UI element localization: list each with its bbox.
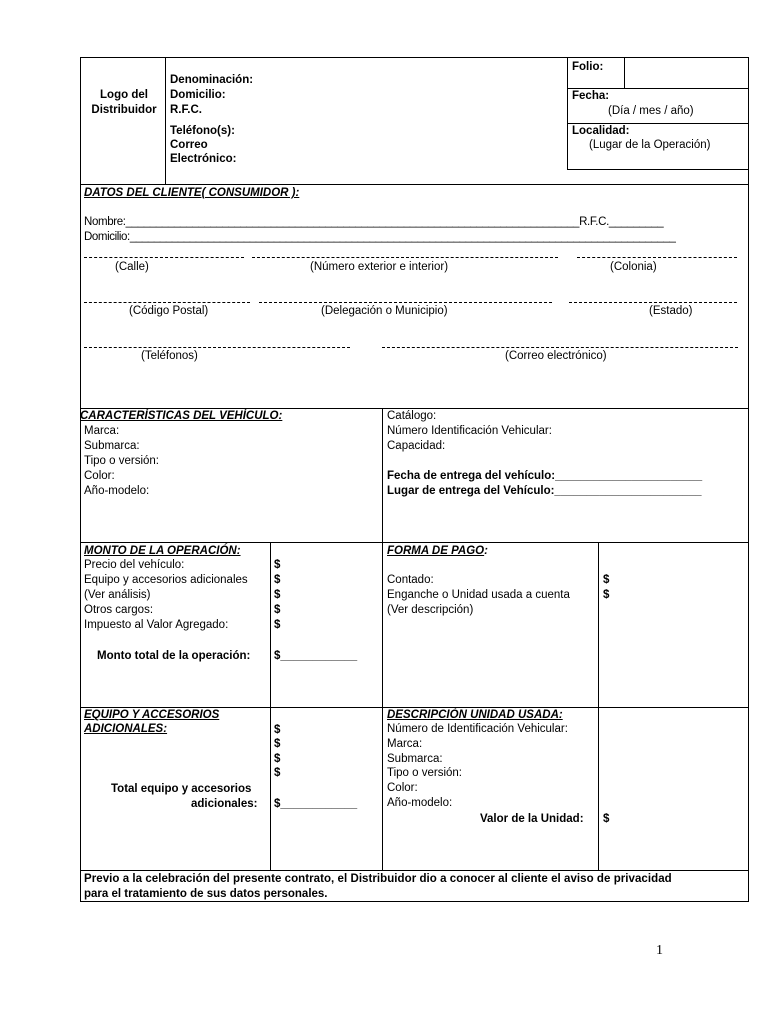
monto-currency-2: $ — [274, 574, 281, 586]
usada-valor-currency: $ — [603, 813, 610, 825]
pago-currency-2: $ — [603, 589, 610, 601]
page-number: 1 — [656, 943, 663, 958]
privacidad-line-1: Previo a la celebración del presente contrato, el Distribuidor dio a conocer al cliente el aviso de privacidad — [84, 873, 672, 885]
calle-line — [84, 257, 244, 258]
equipo-currency-4: $ — [274, 767, 281, 779]
monto-ver-analisis: (Ver análisis) — [84, 589, 151, 601]
electronico-label: Electrónico: — [170, 153, 237, 165]
pago-currency-divider — [598, 542, 599, 870]
monto-currency-3: $ — [274, 589, 281, 601]
header-right-edge-lower — [748, 169, 749, 184]
privacidad-line-2: para el tratamiento de sus datos personales. — [84, 888, 328, 900]
delegacion-line — [259, 302, 552, 303]
equipo-currency-1: $ — [274, 724, 281, 736]
pago-title — [387, 544, 488, 559]
correo-caption: (Correo electrónico) — [505, 350, 607, 362]
vehiculo-niv: Número Identificación Vehicular: — [387, 425, 552, 437]
domicilio-label: Domicilio: — [170, 89, 226, 101]
denominacion-label: Denominación: — [170, 74, 254, 86]
monto-total-label: Monto total de la operación: — [97, 650, 251, 662]
folio-label: Folio: — [572, 61, 604, 73]
privacidad-top-rule — [80, 870, 749, 871]
delegacion-caption: (Delegación o Municipio) — [321, 305, 448, 317]
fecha-entrega: Fecha de entrega del vehículo:_______________________ — [387, 470, 703, 482]
pago-title-colon: : — [484, 545, 488, 557]
telefonos-caption: (Teléfonos) — [141, 350, 198, 362]
equipo-currency-2: $ — [274, 738, 281, 750]
usada-color: Color: — [387, 782, 418, 794]
fecha-hint: (Día / mes / año) — [608, 105, 694, 117]
vehiculo-submarca: Submarca: — [84, 440, 140, 452]
equipo-title-2: ADICIONALES: — [84, 723, 168, 735]
usada-title: DESCRIPCIÓN UNIDAD USADA: — [387, 709, 563, 721]
telefonos-line — [84, 347, 350, 348]
usada-niv: Número de Identificación Vehicular: — [387, 723, 568, 735]
vehiculo-tipo: Tipo o versión: — [84, 455, 159, 467]
vehiculo-capacidad: Capacidad: — [387, 440, 446, 452]
localidad-label: Localidad: — [572, 125, 630, 137]
numero-line — [252, 257, 558, 258]
monto-iva: Impuesto al Valor Agregado: — [84, 619, 229, 631]
header-right-divider — [567, 57, 568, 170]
monto-currency-4: $ — [274, 604, 281, 616]
logo-divider — [165, 57, 166, 184]
telefonos-label: Teléfono(s): — [170, 125, 235, 137]
pago-ver-desc: (Ver descripción) — [387, 604, 474, 616]
monto-currency-1: $ — [274, 559, 281, 571]
monto-otros: Otros cargos: — [84, 604, 154, 616]
lugar-entrega: Lugar de entrega del Vehículo:_______________________ — [387, 485, 702, 497]
colonia-line — [577, 257, 737, 258]
usada-submarca: Submarca: — [387, 753, 443, 765]
usada-valor-label: Valor de la Unidad: — [480, 813, 584, 825]
usada-anio: Año-modelo: — [387, 797, 453, 809]
numero-caption: (Número exterior e interior) — [310, 261, 449, 273]
pago-currency-1: $ — [603, 574, 610, 586]
monto-currency-5: $ — [274, 619, 281, 631]
vehiculo-color: Color: — [84, 470, 115, 482]
usada-marca: Marca: — [387, 738, 423, 750]
equipo-total-2: adicionales: — [191, 798, 258, 810]
estado-caption: (Estado) — [649, 305, 693, 317]
monto-top-rule — [80, 542, 749, 543]
pago-contado: Contado: — [387, 574, 434, 586]
monto-total-value: $____________ — [274, 650, 358, 662]
fecha-label: Fecha: — [572, 90, 610, 102]
calle-caption: (Calle) — [115, 261, 149, 273]
estado-line — [569, 302, 737, 303]
equipo-total-1: Total equipo y accesorios — [111, 783, 252, 795]
vehiculo-catalogo: Catálogo: — [387, 410, 437, 422]
cp-line — [84, 302, 250, 303]
vehiculo-divider — [382, 408, 383, 870]
equipo-total-value: $____________ — [274, 798, 358, 810]
monto-currency-divider — [270, 542, 271, 870]
colonia-caption: (Colonia) — [610, 261, 657, 273]
vehiculo-anio: Año-modelo: — [84, 485, 150, 497]
cp-caption: (Código Postal) — [129, 305, 209, 317]
monto-precio: Precio del vehículo: — [84, 559, 185, 571]
monto-title: MONTO DE LA OPERACIÓN: — [84, 545, 241, 557]
correo-label: Correo — [170, 139, 208, 151]
vehiculo-marca: Marca: — [84, 425, 120, 437]
cliente-title: DATOS DEL CLIENTE( CONSUMIDOR ): — [84, 187, 300, 199]
folio-divider — [624, 57, 625, 88]
correo-line — [382, 347, 738, 348]
cliente-nombre: Nombre:___________________________________________________________________________R.F.C._________ — [84, 216, 664, 228]
equipo-title-1: EQUIPO Y ACCESORIOS — [84, 709, 220, 721]
usada-tipo: Tipo o versión: — [387, 767, 462, 779]
rfc-label: R.F.C. — [170, 104, 202, 116]
localidad-hint: (Lugar de la Operación) — [589, 139, 711, 151]
cliente-domicilio: Domicilio:___________________________________________________________________________________________ — [84, 231, 676, 243]
monto-equipo: Equipo y accesorios adicionales — [84, 574, 248, 586]
pago-title-text: FORMA DE PAGO — [387, 545, 485, 557]
equipo-currency-3: $ — [274, 753, 281, 765]
vehiculo-title: CARACTERÍSTICAS DEL VEHÍCULO: — [80, 410, 283, 422]
logo-placeholder: Logo del Distribuidor — [91, 89, 157, 116]
pago-enganche: Enganche o Unidad usada a cuenta — [387, 589, 570, 601]
